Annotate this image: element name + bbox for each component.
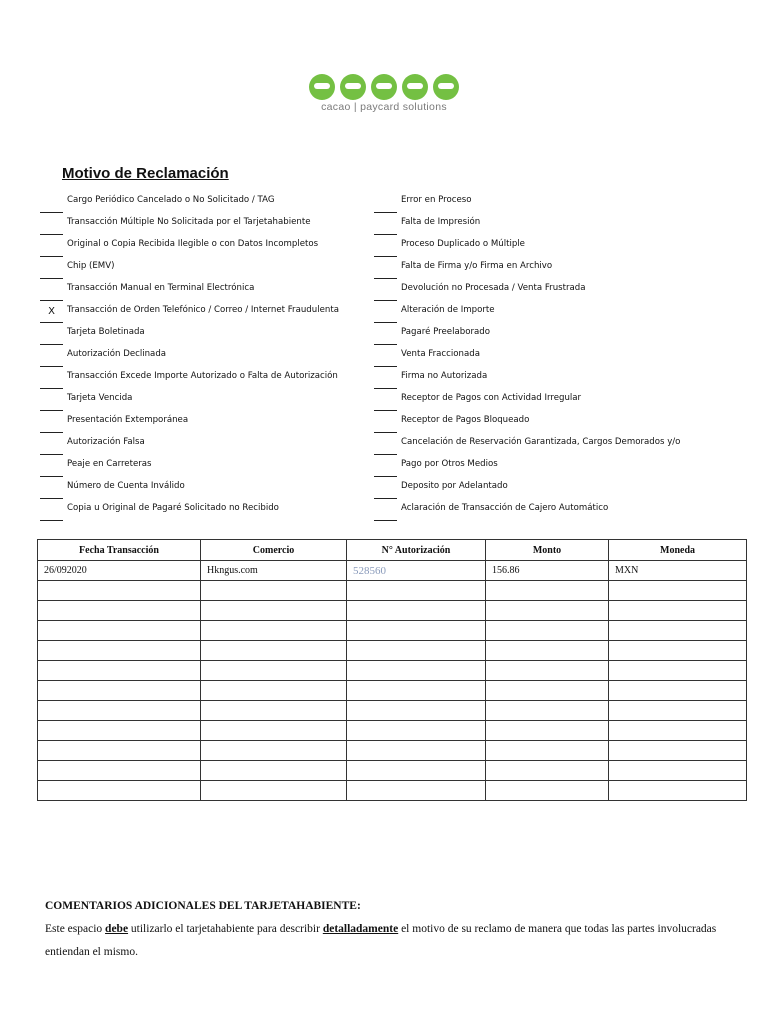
reason-checkbox[interactable] bbox=[374, 235, 397, 257]
cell-fecha bbox=[38, 701, 201, 721]
cell-monto bbox=[486, 661, 609, 681]
cell-fecha bbox=[38, 601, 201, 621]
cell-moneda bbox=[609, 581, 747, 601]
cell-autorizacion bbox=[347, 661, 486, 681]
cell-monto bbox=[486, 781, 609, 801]
reason-label: Cancelación de Reservación Garantizada, Cargos Demorados y/o bbox=[401, 437, 681, 447]
reason-label: Tarjeta Vencida bbox=[67, 393, 133, 403]
reason-label: Error en Proceso bbox=[401, 195, 472, 205]
table-row bbox=[38, 621, 747, 641]
cell-moneda bbox=[609, 661, 747, 681]
table-row bbox=[38, 741, 747, 761]
cell-autorizacion bbox=[347, 721, 486, 741]
cell-comercio bbox=[201, 681, 347, 701]
cell-fecha bbox=[38, 721, 201, 741]
reason-label: Autorización Declinada bbox=[67, 349, 167, 359]
transactions-table bbox=[37, 539, 747, 801]
reason-checkbox[interactable] bbox=[40, 455, 63, 477]
reason-label: Proceso Duplicado o Múltiple bbox=[401, 239, 525, 249]
reason-checkbox[interactable] bbox=[374, 389, 397, 411]
company-logo bbox=[0, 74, 768, 113]
cell-comercio: Hkngus.com bbox=[201, 561, 347, 581]
reason-label: Pagaré Preelaborado bbox=[401, 327, 490, 337]
cell-fecha bbox=[38, 621, 201, 641]
comments-emphasis: detalladamente bbox=[322, 923, 399, 935]
reason-label: Receptor de Pagos con Actividad Irregular bbox=[401, 393, 582, 403]
cell-fecha bbox=[38, 681, 201, 701]
cell-fecha bbox=[38, 741, 201, 761]
reason-label: Pago por Otros Medios bbox=[401, 459, 498, 469]
cell-comercio bbox=[201, 601, 347, 621]
reason-label: Transacción de Orden Telefónico / Correo / Internet Fraudulenta bbox=[67, 305, 339, 315]
logo-circle bbox=[309, 74, 335, 100]
reason-label: Falta de Impresión bbox=[401, 217, 481, 227]
reason-checkbox[interactable] bbox=[40, 213, 63, 235]
cell-comercio bbox=[201, 761, 347, 781]
cell-fecha bbox=[38, 581, 201, 601]
reason-checkbox[interactable] bbox=[374, 323, 397, 345]
reason-label: Alteración de Importe bbox=[401, 305, 495, 315]
reason-label: Transacción Excede Importe Autorizado o Falta de Autorización bbox=[67, 371, 338, 381]
cell-moneda bbox=[609, 741, 747, 761]
reason-checkbox[interactable] bbox=[40, 389, 63, 411]
cell-autorizacion bbox=[347, 681, 486, 701]
cell-comercio bbox=[201, 741, 347, 761]
reason-checkbox[interactable] bbox=[374, 433, 397, 455]
reason-checkbox[interactable] bbox=[374, 279, 397, 301]
reason-checkbox[interactable] bbox=[40, 235, 63, 257]
reason-checkbox[interactable] bbox=[374, 213, 397, 235]
logo-circle bbox=[371, 74, 397, 100]
cell-autorizacion bbox=[347, 581, 486, 601]
cell-monto bbox=[486, 701, 609, 721]
cell-fecha bbox=[38, 661, 201, 681]
reason-label: Deposito por Adelantado bbox=[401, 481, 508, 491]
reason-checkbox[interactable] bbox=[40, 411, 63, 433]
reason-label: Cargo Periódico Cancelado o No Solicitado / TAG bbox=[67, 195, 275, 205]
reason-checkbox[interactable] bbox=[374, 367, 397, 389]
cell-fecha bbox=[38, 781, 201, 801]
reason-label: Copia u Original de Pagaré Solicitado no Recibido bbox=[67, 503, 279, 513]
reason-label: Firma no Autorizada bbox=[401, 371, 488, 381]
reason-checkbox[interactable] bbox=[374, 257, 397, 279]
cell-comercio bbox=[201, 581, 347, 601]
cell-moneda bbox=[609, 721, 747, 741]
cell-monto bbox=[486, 721, 609, 741]
reason-checkbox[interactable] bbox=[40, 433, 63, 455]
cell-moneda bbox=[609, 641, 747, 661]
reason-checkbox[interactable] bbox=[40, 477, 63, 499]
cell-autorizacion bbox=[347, 701, 486, 721]
cell-comercio bbox=[201, 781, 347, 801]
cell-moneda bbox=[609, 601, 747, 621]
cell-comercio bbox=[201, 701, 347, 721]
cell-comercio bbox=[201, 661, 347, 681]
cell-monto bbox=[486, 641, 609, 661]
table-row bbox=[38, 581, 747, 601]
reason-label: Peaje en Carreteras bbox=[67, 459, 152, 469]
cell-monto bbox=[486, 761, 609, 781]
comments-heading: COMENTARIOS ADICIONALES DEL TARJETAHABIENTE: bbox=[45, 900, 361, 912]
cell-moneda: MXN bbox=[609, 561, 747, 581]
table-header-row bbox=[38, 540, 747, 561]
cell-fecha bbox=[38, 641, 201, 661]
reason-label: Venta Fraccionada bbox=[401, 349, 480, 359]
cell-autorizacion bbox=[347, 781, 486, 801]
reason-checkbox[interactable] bbox=[40, 323, 63, 345]
table-row bbox=[38, 561, 747, 581]
cell-moneda bbox=[609, 681, 747, 701]
reason-checkbox[interactable] bbox=[374, 191, 397, 213]
cell-autorizacion: 528560 bbox=[347, 561, 486, 581]
reason-label: Transacción Múltiple No Solicitada por el Tarjetahabiente bbox=[67, 217, 311, 227]
cell-monto bbox=[486, 581, 609, 601]
logo-circle bbox=[402, 74, 428, 100]
cell-monto bbox=[486, 741, 609, 761]
cell-moneda bbox=[609, 781, 747, 801]
cell-moneda bbox=[609, 621, 747, 641]
reason-checkbox[interactable] bbox=[40, 367, 63, 389]
table-row bbox=[38, 721, 747, 741]
cell-comercio bbox=[201, 721, 347, 741]
reason-checkbox[interactable] bbox=[374, 301, 397, 323]
header-autorizacion: N° Autorización bbox=[347, 540, 486, 561]
logo-circle bbox=[340, 74, 366, 100]
cell-autorizacion bbox=[347, 641, 486, 661]
cell-autorizacion bbox=[347, 761, 486, 781]
logo-tagline: cacao | paycard solutions bbox=[321, 101, 447, 113]
reason-label: Tarjeta Boletinada bbox=[67, 327, 145, 337]
table-row bbox=[38, 761, 747, 781]
reason-checkbox[interactable] bbox=[40, 191, 63, 213]
table-row bbox=[38, 601, 747, 621]
reason-label: Original o Copia Recibida Ilegible o con Datos Incompletos bbox=[67, 239, 319, 249]
reason-label: Chip (EMV) bbox=[67, 261, 115, 271]
table-row bbox=[38, 701, 747, 721]
comments-text: utilizarlo el tarjetahabiente para describir bbox=[128, 923, 323, 935]
cell-moneda bbox=[609, 761, 747, 781]
table-row bbox=[38, 641, 747, 661]
cell-monto bbox=[486, 681, 609, 701]
cell-monto: 156.86 bbox=[486, 561, 609, 581]
cell-monto bbox=[486, 621, 609, 641]
table-row bbox=[38, 681, 747, 701]
reason-label: Autorización Falsa bbox=[67, 437, 145, 447]
header-fecha: Fecha Transacción bbox=[38, 540, 201, 561]
reason-label: Transacción Manual en Terminal Electrónica bbox=[67, 283, 255, 293]
reason-label: Aclaración de Transacción de Cajero Automático bbox=[401, 503, 609, 513]
reason-checkbox[interactable] bbox=[40, 279, 63, 301]
reason-label: Número de Cuenta Inválido bbox=[67, 481, 185, 491]
cell-comercio bbox=[201, 641, 347, 661]
table-row bbox=[38, 781, 747, 801]
cell-moneda bbox=[609, 701, 747, 721]
reason-label: Receptor de Pagos Bloqueado bbox=[401, 415, 530, 425]
reason-checkbox[interactable]: X bbox=[40, 301, 63, 323]
reason-label: Presentación Extemporánea bbox=[67, 415, 189, 425]
cell-fecha bbox=[38, 761, 201, 781]
reason-checkbox[interactable] bbox=[40, 257, 63, 279]
header-comercio: Comercio bbox=[201, 540, 347, 561]
section-title: Motivo de Reclamación bbox=[62, 165, 229, 182]
reason-checkbox[interactable] bbox=[374, 477, 397, 499]
logo-mark bbox=[0, 74, 768, 100]
cell-monto bbox=[486, 601, 609, 621]
reason-label: Devolución no Procesada / Venta Frustrada bbox=[401, 283, 586, 293]
reason-checkbox[interactable] bbox=[374, 455, 397, 477]
cell-autorizacion bbox=[347, 601, 486, 621]
comments-text: el motivo de su reclamo de manera que todas las partes involucradas entiendan el mismo. bbox=[45, 923, 717, 958]
cell-fecha: 26/092020 bbox=[38, 561, 201, 581]
reason-checkbox[interactable] bbox=[374, 411, 397, 433]
comments-emphasis: debe bbox=[105, 923, 129, 935]
reason-checkbox[interactable] bbox=[40, 499, 63, 521]
reason-checkbox[interactable] bbox=[40, 345, 63, 367]
reason-label: Falta de Firma y/o Firma en Archivo bbox=[401, 261, 553, 271]
reason-checkbox[interactable] bbox=[374, 345, 397, 367]
header-moneda: Moneda bbox=[609, 540, 747, 561]
cell-autorizacion bbox=[347, 621, 486, 641]
reason-checkbox[interactable] bbox=[374, 499, 397, 521]
header-monto: Monto bbox=[486, 540, 609, 561]
comments-instructions bbox=[45, 918, 735, 964]
logo-circle bbox=[433, 74, 459, 100]
comments-section bbox=[45, 895, 735, 964]
cell-comercio bbox=[201, 621, 347, 641]
cell-autorizacion bbox=[347, 741, 486, 761]
comments-text: Este espacio bbox=[45, 923, 106, 935]
table-row bbox=[38, 661, 747, 681]
